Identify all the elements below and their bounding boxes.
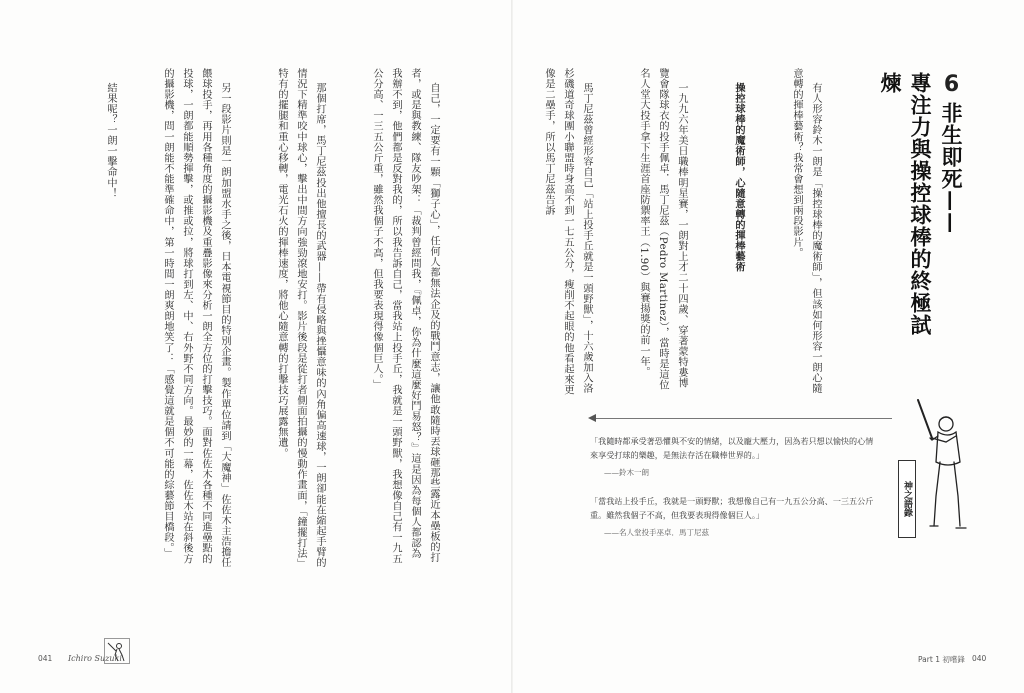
footer-part-label: Part 1 初嚐鋒 <box>918 655 965 664</box>
left-paragraph: 另一段影片則是一朗加盟水手之後，日本電視節目的特別企畫。製作單位請到「大魔神」佐佐木主浩擔任餵球投手，再用各種角度的攝影機及重疊影像來分析一朗全方位的打擊技巧。面對佐佐木各種不同進壘點的投球，一朗都能順勢揮擊，或推或拉，將球打到左、中、右外野不同方向。最妙的一幕，佐佐木站在斜後方的攝影機，問一朗能不能準確命中，第一時間一朗爽朗地笑了：「感覺這就是個不可能的綜藝節目橋段。」 <box>162 68 230 568</box>
arrow-left-icon <box>592 418 892 419</box>
chapter-heading <box>878 72 966 352</box>
quote-attribution: ——鈴木一朗 <box>604 468 649 477</box>
chapter-title: 非生即死—— 專注力與操控球棒的終極試煉 <box>878 72 964 336</box>
section-subheading: 操控球棒的魔術師，心隨意轉的揮棒藝術 <box>733 82 745 273</box>
chapter-number: 6 <box>939 72 964 97</box>
left-paragraph: 自己，一定要有一顆「獅子心」，任何人都無法企及的戰鬥意志，讓他敢隨時丟球砸那些露近本壘板的打者，或是與教練、隊友吵架：「裁判曾經問我，『佩卓，你為什麼這麼好鬥易怒？』這是因為每個人都認為我辦不到，他們都是反對我的，所以我告訴自己，當我站上投手丘，我就是一頭野獸，我想像自己有一九五公分高、一三五公斤重，雖然我個子不高，但我要表現得像個巨人。」 <box>371 68 439 564</box>
quote-attribution: ——名人堂投手巫卓．馬丁尼茲 <box>604 528 709 537</box>
right-paragraph: 一九九六年美日職棒明星賽，一朗對上才二十四歲、穿著蒙特婁博覽會隊球衣的投手佩卓．馬丁尼茲（Pedro Martinez），當時是這位名人堂大投手拿下生涯首座防禦率王（1.90）與賽揚獎的前一年。 <box>638 68 687 391</box>
left-paragraph: 結果呢？一朗一擊命中！ <box>105 82 116 199</box>
left-page-number: 041 <box>38 654 53 663</box>
arrow-head <box>588 414 596 422</box>
right-paragraph: 有人形容鈴木一朗是「操控球棒的魔術師」，但該如何形容一朗心隨意轉的揮棒藝術？我常會想到兩段影片。 <box>791 68 821 394</box>
right-paragraph: 馬丁尼茲曾經形容自己「站上投手丘就是一頭野獸」，十六歲加入洛杉磯道奇球團小聯盟時身高不到一七五公分，瘦削不起眼的他看起來更像是二壘手，所以馬丁尼茲告訴 <box>543 68 592 396</box>
right-page-body <box>543 68 844 398</box>
quote-badge: 神之語錄 <box>898 460 916 538</box>
right-page-number: 040 <box>972 654 987 663</box>
quote-list <box>590 434 880 554</box>
batter-icon <box>910 398 970 538</box>
quote-text: 「當我站上投手丘，我就是一頭野獸；我想像自己有一九五公分高、一三五公斤重。雖然我個子不高，但我要表現得像個巨人。」 <box>590 496 874 520</box>
left-page-body <box>105 68 462 568</box>
footer-brand: Ichiro Suzuki <box>68 654 122 663</box>
quote-text: 「我隨時都承受著恐懼與不安的情緒，以及龐大壓力，因為若只想以愉快的心情來享受打球的樂趣，是無法存活在職棒世界的。」 <box>590 436 874 460</box>
left-paragraph: 那個打席，馬丁尼茲投出他擅長的武器——帶有侵略與挫懾意味的內角偏高速球，一朗卻能在縮起手臂的情況下精準咬中球心，擊出中間方向強勁滾地安打。影片後段是從打者側面拍攝的慢動作畫面，「鐘擺打法」特有的擺腿和重心移轉，電光石火的揮棒速度，將他心隨意轉的打擊技巧展露無遺。 <box>276 68 325 568</box>
batter-logo-icon <box>104 638 130 664</box>
page-gutter <box>511 0 513 693</box>
